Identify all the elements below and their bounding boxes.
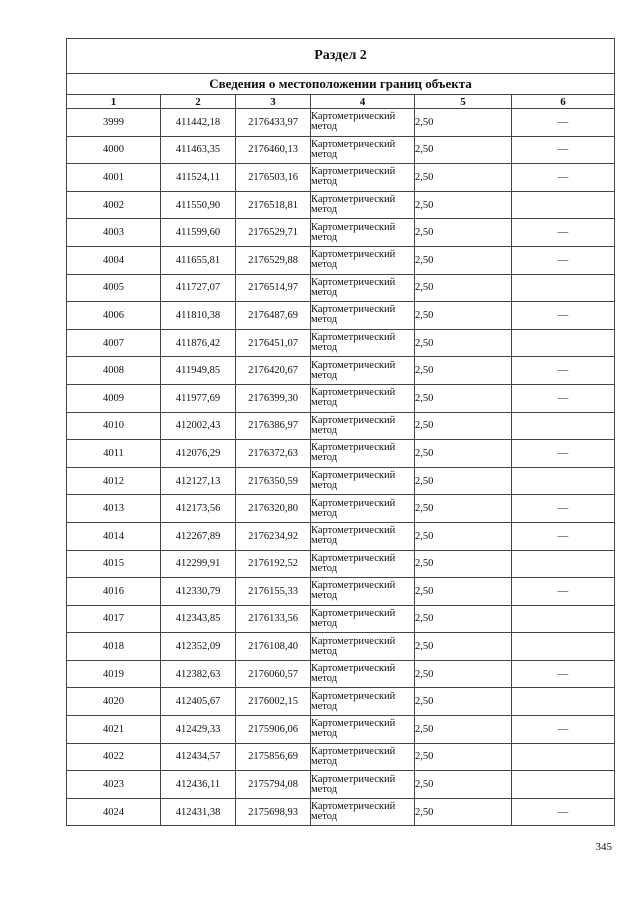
column-number: 2 [161,95,236,109]
note-cell: — [512,246,615,274]
y-coordinate-cell: 2176487,69 [236,302,311,330]
y-coordinate-cell: 2176399,30 [236,384,311,412]
y-coordinate-cell: 2176108,40 [236,633,311,661]
accuracy-cell: 2,50 [415,191,512,219]
accuracy-cell: 2,50 [415,109,512,137]
y-coordinate-cell: 2176460,13 [236,136,311,164]
table-row [67,357,615,385]
y-coordinate-cell: 2176002,15 [236,688,311,716]
y-coordinate-cell: 2176234,92 [236,522,311,550]
y-coordinate-cell: 2176518,81 [236,191,311,219]
note-cell [512,743,615,771]
accuracy-cell: 2,50 [415,164,512,192]
accuracy-cell: 2,50 [415,495,512,523]
table-row [67,578,615,606]
table-row [67,440,615,468]
y-coordinate-cell: 2176372,63 [236,440,311,468]
point-number-cell: 4000 [67,136,161,164]
table-row [67,109,615,137]
point-number-cell: 4018 [67,633,161,661]
x-coordinate-cell: 412076,29 [161,440,236,468]
table-row [67,495,615,523]
accuracy-cell: 2,50 [415,467,512,495]
y-coordinate-cell: 2176503,16 [236,164,311,192]
note-cell [512,191,615,219]
column-number: 3 [236,95,311,109]
accuracy-cell: 2,50 [415,440,512,468]
accuracy-cell: 2,50 [415,688,512,716]
y-coordinate-cell: 2176320,80 [236,495,311,523]
x-coordinate-cell: 411876,42 [161,329,236,357]
x-coordinate-cell: 412330,79 [161,578,236,606]
y-coordinate-cell: 2175906,06 [236,716,311,744]
accuracy-cell: 2,50 [415,771,512,799]
note-cell [512,550,615,578]
method-cell: Картометрический метод [311,274,415,302]
method-cell: Картометрический метод [311,550,415,578]
table-row [67,302,615,330]
method-cell: Картометрический метод [311,716,415,744]
point-number-cell: 4021 [67,716,161,744]
method-cell: Картометрический метод [311,357,415,385]
x-coordinate-cell: 412267,89 [161,522,236,550]
accuracy-cell: 2,50 [415,246,512,274]
table-row [67,633,615,661]
table-row [67,522,615,550]
accuracy-cell: 2,50 [415,605,512,633]
point-number-cell: 4003 [67,219,161,247]
accuracy-cell: 2,50 [415,384,512,412]
accuracy-cell: 2,50 [415,716,512,744]
point-number-cell: 4007 [67,329,161,357]
x-coordinate-cell: 411550,90 [161,191,236,219]
note-cell: — [512,164,615,192]
point-number-cell: 4001 [67,164,161,192]
note-cell: — [512,219,615,247]
accuracy-cell: 2,50 [415,578,512,606]
x-coordinate-cell: 411442,18 [161,109,236,137]
y-coordinate-cell: 2176514,97 [236,274,311,302]
y-coordinate-cell: 2175794,08 [236,771,311,799]
x-coordinate-cell: 412405,67 [161,688,236,716]
method-cell: Картометрический метод [311,136,415,164]
note-cell: — [512,440,615,468]
table-row [67,688,615,716]
x-coordinate-cell: 411655,81 [161,246,236,274]
point-number-cell: 3999 [67,109,161,137]
y-coordinate-cell: 2176529,71 [236,219,311,247]
method-cell: Картометрический метод [311,798,415,826]
method-cell: Картометрический метод [311,743,415,771]
x-coordinate-cell: 411977,69 [161,384,236,412]
note-cell: — [512,578,615,606]
point-number-cell: 4008 [67,357,161,385]
y-coordinate-cell: 2176060,57 [236,660,311,688]
note-cell [512,633,615,661]
table-row [67,467,615,495]
boundary-table [66,38,615,826]
page-number: 345 [595,841,612,853]
point-number-cell: 4020 [67,688,161,716]
note-cell: — [512,109,615,137]
method-cell: Картометрический метод [311,522,415,550]
y-coordinate-cell: 2175856,69 [236,743,311,771]
note-cell [512,688,615,716]
accuracy-cell: 2,50 [415,357,512,385]
note-cell: — [512,522,615,550]
x-coordinate-cell: 412343,85 [161,605,236,633]
point-number-cell: 4002 [67,191,161,219]
point-number-cell: 4014 [67,522,161,550]
method-cell: Картометрический метод [311,246,415,274]
point-number-cell: 4013 [67,495,161,523]
x-coordinate-cell: 412002,43 [161,412,236,440]
accuracy-cell: 2,50 [415,522,512,550]
x-coordinate-cell: 411599,60 [161,219,236,247]
table-row [67,274,615,302]
accuracy-cell: 2,50 [415,743,512,771]
accuracy-cell: 2,50 [415,136,512,164]
y-coordinate-cell: 2176451,07 [236,329,311,357]
accuracy-cell: 2,50 [415,660,512,688]
point-number-cell: 4016 [67,578,161,606]
method-cell: Картометрический метод [311,771,415,799]
method-cell: Картометрический метод [311,440,415,468]
table-row [67,329,615,357]
method-cell: Картометрический метод [311,633,415,661]
note-cell: — [512,495,615,523]
method-cell: Картометрический метод [311,495,415,523]
x-coordinate-cell: 412352,09 [161,633,236,661]
method-cell: Картометрический метод [311,660,415,688]
table-subtitle: Сведения о местоположении границ объекта [67,74,615,95]
point-number-cell: 4005 [67,274,161,302]
table-row [67,798,615,826]
x-coordinate-cell: 412382,63 [161,660,236,688]
x-coordinate-cell: 411463,35 [161,136,236,164]
table-row [67,743,615,771]
y-coordinate-cell: 2176133,56 [236,605,311,633]
method-cell: Картометрический метод [311,219,415,247]
method-cell: Картометрический метод [311,605,415,633]
y-coordinate-cell: 2176433,97 [236,109,311,137]
point-number-cell: 4012 [67,467,161,495]
x-coordinate-cell: 411727,07 [161,274,236,302]
table-row [67,660,615,688]
x-coordinate-cell: 412127,13 [161,467,236,495]
method-cell: Картометрический метод [311,578,415,606]
point-number-cell: 4006 [67,302,161,330]
method-cell: Картометрический метод [311,467,415,495]
method-cell: Картометрический метод [311,191,415,219]
method-cell: Картометрический метод [311,302,415,330]
column-number: 6 [512,95,615,109]
table-row [67,246,615,274]
note-cell [512,412,615,440]
table-row [67,412,615,440]
x-coordinate-cell: 411810,38 [161,302,236,330]
point-number-cell: 4024 [67,798,161,826]
table-row [67,716,615,744]
point-number-cell: 4011 [67,440,161,468]
table-row [67,384,615,412]
method-cell: Картометрический метод [311,329,415,357]
note-cell: — [512,716,615,744]
method-cell: Картометрический метод [311,164,415,192]
x-coordinate-cell: 412436,11 [161,771,236,799]
point-number-cell: 4010 [67,412,161,440]
y-coordinate-cell: 2176155,33 [236,578,311,606]
note-cell: — [512,798,615,826]
x-coordinate-cell: 412429,33 [161,716,236,744]
table-row [67,136,615,164]
table-row [67,191,615,219]
note-cell [512,467,615,495]
point-number-cell: 4009 [67,384,161,412]
section-title: Раздел 2 [67,39,615,74]
accuracy-cell: 2,50 [415,798,512,826]
point-number-cell: 4022 [67,743,161,771]
y-coordinate-cell: 2175698,93 [236,798,311,826]
accuracy-cell: 2,50 [415,219,512,247]
point-number-cell: 4023 [67,771,161,799]
column-number: 1 [67,95,161,109]
point-number-cell: 4017 [67,605,161,633]
y-coordinate-cell: 2176192,52 [236,550,311,578]
note-cell [512,274,615,302]
note-cell [512,329,615,357]
x-coordinate-cell: 412431,38 [161,798,236,826]
accuracy-cell: 2,50 [415,329,512,357]
column-number: 5 [415,95,512,109]
y-coordinate-cell: 2176386,97 [236,412,311,440]
point-number-cell: 4019 [67,660,161,688]
method-cell: Картометрический метод [311,412,415,440]
y-coordinate-cell: 2176350,59 [236,467,311,495]
note-cell: — [512,302,615,330]
x-coordinate-cell: 411949,85 [161,357,236,385]
table-row [67,219,615,247]
note-cell: — [512,660,615,688]
y-coordinate-cell: 2176420,67 [236,357,311,385]
method-cell: Картометрический метод [311,688,415,716]
table-row [67,771,615,799]
column-number-row [67,95,615,109]
table-row [67,550,615,578]
note-cell: — [512,357,615,385]
accuracy-cell: 2,50 [415,302,512,330]
table-row [67,605,615,633]
column-number: 4 [311,95,415,109]
method-cell: Картометрический метод [311,109,415,137]
y-coordinate-cell: 2176529,88 [236,246,311,274]
note-cell: — [512,384,615,412]
method-cell: Картометрический метод [311,384,415,412]
table-row [67,164,615,192]
x-coordinate-cell: 412299,91 [161,550,236,578]
accuracy-cell: 2,50 [415,633,512,661]
accuracy-cell: 2,50 [415,412,512,440]
accuracy-cell: 2,50 [415,274,512,302]
document-sheet [66,38,614,826]
note-cell [512,771,615,799]
x-coordinate-cell: 411524,11 [161,164,236,192]
note-cell: — [512,136,615,164]
x-coordinate-cell: 412173,56 [161,495,236,523]
x-coordinate-cell: 412434,57 [161,743,236,771]
note-cell [512,605,615,633]
accuracy-cell: 2,50 [415,550,512,578]
point-number-cell: 4004 [67,246,161,274]
point-number-cell: 4015 [67,550,161,578]
